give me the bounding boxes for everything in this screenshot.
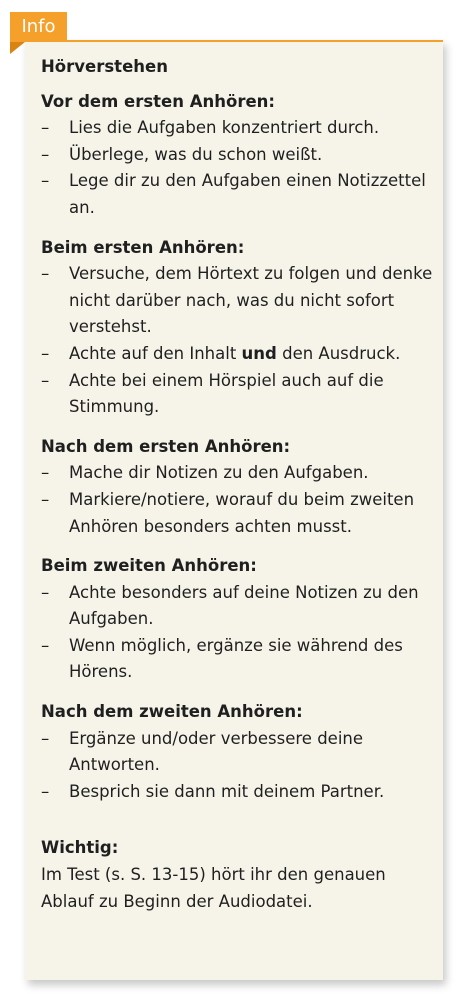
section-during-first — [41, 235, 433, 421]
list-item — [41, 460, 433, 487]
section-during-second — [41, 553, 433, 686]
dash-bullet: – — [41, 489, 50, 509]
item-text: Versuche, dem Hörtext zu folgen und denke nicht darüber nach, was du nicht sofort verstehst. — [69, 264, 433, 337]
note-heading: Wichtig: — [41, 838, 119, 858]
dash-bullet: – — [41, 144, 50, 164]
item-list — [41, 460, 433, 540]
section-heading: Nach dem ersten Anhören: — [41, 436, 291, 456]
item-text-after: den Ausdruck. — [276, 343, 401, 363]
info-tag-fold — [10, 42, 25, 54]
info-content — [41, 54, 433, 915]
dash-bullet: – — [41, 118, 50, 138]
item-list — [41, 726, 433, 806]
list-item — [41, 168, 433, 221]
section-after-first — [41, 434, 433, 540]
list-item — [41, 115, 433, 142]
info-tag: Info — [10, 12, 67, 42]
section-after-second — [41, 699, 433, 805]
item-text: Besprich sie dann mit deinem Partner. — [69, 781, 385, 801]
item-list — [41, 580, 433, 686]
section-heading: Vor dem ersten Anhören: — [41, 91, 276, 111]
dash-bullet: – — [41, 370, 50, 390]
item-text-emphasis: und — [241, 343, 277, 363]
list-item — [41, 779, 433, 806]
dash-bullet: – — [41, 635, 50, 655]
item-text: Achte bei einem Hörspiel auch auf die Stimmung. — [69, 370, 384, 417]
item-text: Lies die Aufgaben konzentriert durch. — [69, 118, 380, 138]
item-list — [41, 115, 433, 221]
section-heading: Beim ersten Anhören: — [41, 237, 245, 257]
list-item — [41, 487, 433, 540]
list-item — [41, 341, 433, 368]
item-text: Lege dir zu den Aufgaben einen Notizzettel an. — [69, 171, 426, 217]
list-item — [41, 580, 433, 633]
dash-bullet: – — [41, 582, 50, 602]
important-note — [41, 835, 433, 915]
dash-bullet: – — [41, 343, 50, 363]
box-title: Hörverstehen — [41, 57, 168, 76]
dash-bullet: – — [41, 781, 50, 801]
section-heading: Beim zweiten Anhören: — [41, 556, 257, 576]
dash-bullet: – — [41, 171, 50, 191]
item-text-before: Achte auf den Inhalt — [69, 343, 242, 363]
section-heading: Nach dem zweiten Anhören: — [41, 702, 303, 722]
list-item — [41, 142, 433, 169]
item-text: Überlege, was du schon weißt. — [69, 144, 323, 164]
dash-bullet: – — [41, 264, 50, 284]
note-text: Im Test (s. S. 13-15) hört ihr den genauen Ablauf zu Beginn der Audiodatei. — [41, 865, 386, 911]
list-item — [41, 368, 433, 421]
dash-bullet: – — [41, 728, 50, 748]
section-before-first — [41, 89, 433, 222]
list-item — [41, 633, 433, 686]
item-list — [41, 261, 433, 421]
info-box — [25, 40, 443, 980]
item-text: Mache dir Notizen zu den Aufgaben. — [69, 463, 369, 483]
dash-bullet: – — [41, 463, 50, 483]
item-text: Wenn möglich, ergänze sie während des Hörens. — [69, 635, 403, 682]
item-text: Achte besonders auf deine Notizen zu den Aufgaben. — [69, 582, 419, 629]
item-text: Markiere/notiere, worauf du beim zweiten Anhören besonders achten musst. — [69, 489, 415, 536]
list-item — [41, 261, 433, 341]
list-item — [41, 726, 433, 779]
item-text: Ergänze und/oder verbessere deine Antworten. — [69, 728, 364, 775]
